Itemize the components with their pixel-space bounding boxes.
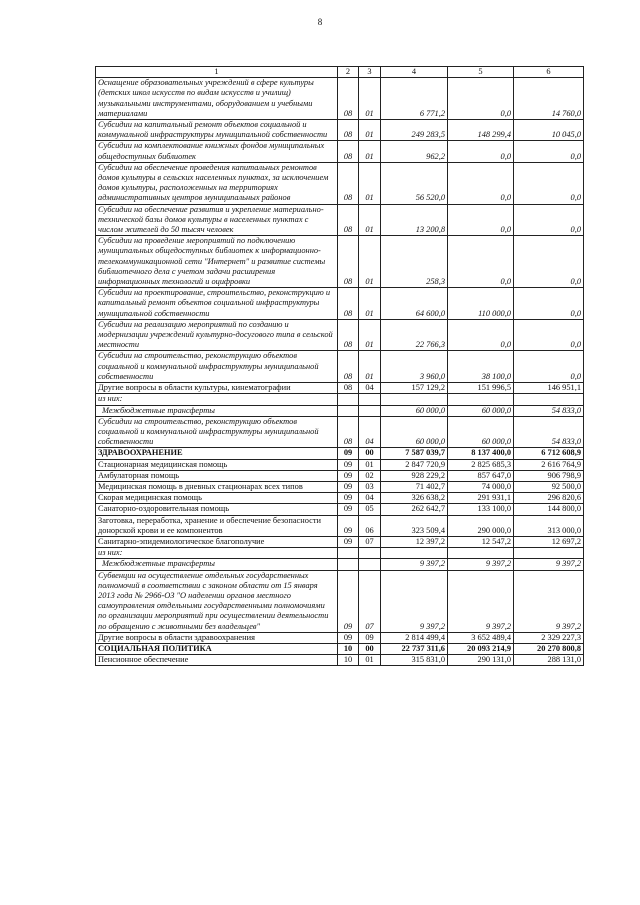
- subsection-code-cell: 02: [359, 470, 381, 481]
- value-col4-cell: 12 397,2: [381, 536, 448, 547]
- section-code-cell: 09: [338, 536, 359, 547]
- value-col4-cell: 7 587 039,7: [381, 448, 448, 459]
- value-col5-cell: 148 299,4: [448, 120, 514, 141]
- subsection-code-cell: 01: [359, 78, 381, 120]
- value-col4-cell: 71 402,7: [381, 481, 448, 492]
- subsection-code-cell: 01: [359, 351, 381, 383]
- table-row: [96, 204, 584, 236]
- section-code-cell: 08: [338, 78, 359, 120]
- value-col4-cell: 323 509,4: [381, 515, 448, 536]
- subsection-code-cell: 09: [359, 632, 381, 643]
- value-col4-cell: [381, 548, 448, 559]
- row-name-cell: Медицинская помощь в дневных стационарах всех типов: [96, 481, 338, 492]
- value-col5-cell: [448, 548, 514, 559]
- section-code-cell: 08: [338, 319, 359, 351]
- table-row: [96, 162, 584, 204]
- row-name-cell: Амбулаторная помощь: [96, 470, 338, 481]
- value-col5-cell: 9 397,2: [448, 559, 514, 570]
- row-name-cell: Субсидии на комплектование книжных фондов муниципальных общедоступных библиотек: [96, 141, 338, 162]
- budget-table: [95, 66, 584, 666]
- table-row: [96, 288, 584, 320]
- value-col5-cell: 857 647,0: [448, 470, 514, 481]
- table-row: [96, 504, 584, 515]
- row-name-cell: Санаторно-оздоровительная помощь: [96, 504, 338, 515]
- value-col5-cell: 0,0: [448, 78, 514, 120]
- value-col5-cell: 151 996,5: [448, 383, 514, 394]
- value-col4-cell: 2 847 720,9: [381, 459, 448, 470]
- table-row: [96, 236, 584, 288]
- value-col6-cell: 0,0: [514, 351, 584, 383]
- value-col4-cell: 962,2: [381, 141, 448, 162]
- value-col6-cell: 146 951,1: [514, 383, 584, 394]
- section-code-cell: 08: [338, 236, 359, 288]
- table-row: [96, 448, 584, 459]
- value-col6-cell: 296 820,6: [514, 493, 584, 504]
- subsection-code-cell: 01: [359, 288, 381, 320]
- subsection-code-cell: 01: [359, 459, 381, 470]
- row-name-cell: Санитарно-эпидемиологическое благополучие: [96, 536, 338, 547]
- table-row: [96, 536, 584, 547]
- subsection-code-cell: 04: [359, 383, 381, 394]
- value-col6-cell: 2 616 764,9: [514, 459, 584, 470]
- header-cell: 2: [338, 67, 359, 78]
- section-code-cell: 09: [338, 504, 359, 515]
- value-col4-cell: 22 766,3: [381, 319, 448, 351]
- table-row: [96, 643, 584, 654]
- value-col4-cell: 928 229,2: [381, 470, 448, 481]
- value-col6-cell: 906 798,9: [514, 470, 584, 481]
- value-col6-cell: 0,0: [514, 319, 584, 351]
- table-row: [96, 141, 584, 162]
- value-col5-cell: 290 000,0: [448, 515, 514, 536]
- value-col6-cell: 0,0: [514, 204, 584, 236]
- table-row: [96, 632, 584, 643]
- header-cell: 6: [514, 67, 584, 78]
- value-col5-cell: 60 000,0: [448, 416, 514, 448]
- subsection-code-cell: 06: [359, 515, 381, 536]
- value-col5-cell: 290 131,0: [448, 655, 514, 666]
- row-name-cell: Субсидии на строительство, реконструкцию объектов социальной и коммунальной инфраструктуры муниципальной собственности: [96, 416, 338, 448]
- subsection-code-cell: 03: [359, 481, 381, 492]
- subsection-code-cell: 01: [359, 162, 381, 204]
- subsection-code-cell: 04: [359, 416, 381, 448]
- table-row: [96, 351, 584, 383]
- row-name-cell: Субсидии на строительство, реконструкцию объектов социальной и коммунальной инфраструктуры муниципальной собственности: [96, 351, 338, 383]
- row-name-cell: Стационарная медицинская помощь: [96, 459, 338, 470]
- table-row: [96, 570, 584, 632]
- value-col5-cell: 291 931,1: [448, 493, 514, 504]
- subsection-code-cell: 01: [359, 236, 381, 288]
- table-row: [96, 548, 584, 559]
- value-col5-cell: 0,0: [448, 162, 514, 204]
- header-cell: 4: [381, 67, 448, 78]
- row-name-cell: ЗДРАВООХРАНЕНИЕ: [96, 448, 338, 459]
- section-code-cell: 10: [338, 655, 359, 666]
- value-col6-cell: 9 397,2: [514, 559, 584, 570]
- value-col4-cell: 60 000,0: [381, 416, 448, 448]
- value-col4-cell: 60 000,0: [381, 405, 448, 416]
- value-col5-cell: 2 825 685,3: [448, 459, 514, 470]
- section-code-cell: 09: [338, 448, 359, 459]
- section-code-cell: [338, 548, 359, 559]
- section-code-cell: 08: [338, 351, 359, 383]
- section-code-cell: 08: [338, 141, 359, 162]
- value-col6-cell: 0,0: [514, 162, 584, 204]
- table-row: [96, 655, 584, 666]
- row-name-cell: Скорая медицинская помощь: [96, 493, 338, 504]
- value-col4-cell: 9 397,2: [381, 570, 448, 632]
- row-name-cell: Оснащение образовательных учреждений в сфере культуры (детских школ искусств по видам искусств и училищ) музыкальными инструментами, оборудованием и учебными материалами: [96, 78, 338, 120]
- page-number: 8: [317, 17, 323, 27]
- value-col4-cell: 13 200,8: [381, 204, 448, 236]
- value-col5-cell: 0,0: [448, 319, 514, 351]
- row-name-cell: Межбюджетные трансферты: [96, 405, 338, 416]
- section-code-cell: 10: [338, 643, 359, 654]
- section-code-cell: 09: [338, 459, 359, 470]
- section-code-cell: 09: [338, 515, 359, 536]
- row-name-cell: из них:: [96, 394, 338, 405]
- value-col5-cell: 20 093 214,9: [448, 643, 514, 654]
- table-row: [96, 559, 584, 570]
- value-col4-cell: 64 600,0: [381, 288, 448, 320]
- value-col4-cell: 157 129,2: [381, 383, 448, 394]
- subsection-code-cell: 07: [359, 570, 381, 632]
- value-col4-cell: [381, 394, 448, 405]
- subsection-code-cell: 01: [359, 204, 381, 236]
- value-col5-cell: 133 100,0: [448, 504, 514, 515]
- value-col6-cell: 313 000,0: [514, 515, 584, 536]
- value-col5-cell: 38 100,0: [448, 351, 514, 383]
- table-row: [96, 120, 584, 141]
- subsection-code-cell: 00: [359, 643, 381, 654]
- subsection-code-cell: [359, 559, 381, 570]
- value-col4-cell: 262 642,7: [381, 504, 448, 515]
- value-col6-cell: 144 800,0: [514, 504, 584, 515]
- value-col6-cell: 288 131,0: [514, 655, 584, 666]
- value-col5-cell: 0,0: [448, 204, 514, 236]
- value-col5-cell: 110 000,0: [448, 288, 514, 320]
- row-name-cell: Субсидии на реализацию мероприятий по созданию и модернизации учреждений культурно-досугового типа в сельской местности: [96, 319, 338, 351]
- value-col4-cell: 6 771,2: [381, 78, 448, 120]
- table-header-row: [96, 67, 584, 78]
- table-row: [96, 383, 584, 394]
- value-col4-cell: 9 397,2: [381, 559, 448, 570]
- table-row: [96, 416, 584, 448]
- section-code-cell: 09: [338, 470, 359, 481]
- value-col4-cell: 249 283,5: [381, 120, 448, 141]
- section-code-cell: [338, 394, 359, 405]
- section-code-cell: [338, 559, 359, 570]
- subsection-code-cell: 01: [359, 141, 381, 162]
- subsection-code-cell: [359, 394, 381, 405]
- table-row: [96, 515, 584, 536]
- value-col6-cell: 9 397,2: [514, 570, 584, 632]
- value-col6-cell: 92 500,0: [514, 481, 584, 492]
- value-col4-cell: 315 831,0: [381, 655, 448, 666]
- table-row: [96, 470, 584, 481]
- row-name-cell: Субсидии на обеспечение развития и укрепление материально-технической базы домов культуры в населенных пунктах с числом жителей до 50 тысяч человек: [96, 204, 338, 236]
- table-row: [96, 319, 584, 351]
- value-col4-cell: 258,3: [381, 236, 448, 288]
- value-col6-cell: 14 760,0: [514, 78, 584, 120]
- row-name-cell: Субсидии на капитальный ремонт объектов социальной и коммунальной инфраструктуры муниципальной собственности: [96, 120, 338, 141]
- row-name-cell: Пенсионное обеспечение: [96, 655, 338, 666]
- table-row: [96, 481, 584, 492]
- section-code-cell: 09: [338, 632, 359, 643]
- subsection-code-cell: 00: [359, 448, 381, 459]
- value-col4-cell: 56 520,0: [381, 162, 448, 204]
- value-col6-cell: 54 833,0: [514, 416, 584, 448]
- row-name-cell: Субсидии на обеспечение проведения капитальных ремонтов домов культуры в сельских населенных пунктах, за исключением домов культуры, расположенных на территориях административных центров муниципальных районов: [96, 162, 338, 204]
- value-col5-cell: 3 652 489,4: [448, 632, 514, 643]
- subsection-code-cell: 07: [359, 536, 381, 547]
- row-name-cell: СОЦИАЛЬНАЯ ПОЛИТИКА: [96, 643, 338, 654]
- table-row: [96, 493, 584, 504]
- section-code-cell: 09: [338, 570, 359, 632]
- row-name-cell: Другие вопросы в области здравоохранения: [96, 632, 338, 643]
- value-col5-cell: 60 000,0: [448, 405, 514, 416]
- value-col5-cell: [448, 394, 514, 405]
- row-name-cell: Субсидии на проведение мероприятий по подключению муниципальных общедоступных библиотек к информационно-телекоммуникационной сети "Интернет" и развитие системы библиотечного дела с учетом задачи расширения информационных технологий и оцифровки: [96, 236, 338, 288]
- section-code-cell: 08: [338, 120, 359, 141]
- value-col5-cell: 74 000,0: [448, 481, 514, 492]
- section-code-cell: 08: [338, 288, 359, 320]
- subsection-code-cell: 05: [359, 504, 381, 515]
- section-code-cell: 09: [338, 481, 359, 492]
- value-col6-cell: 54 833,0: [514, 405, 584, 416]
- value-col5-cell: 0,0: [448, 141, 514, 162]
- row-name-cell: из них:: [96, 548, 338, 559]
- row-name-cell: Субсидии на проектирование, строительство, реконструкцию и капитальный ремонт объектов социальной инфраструктуры муниципальной собственности: [96, 288, 338, 320]
- section-code-cell: 09: [338, 493, 359, 504]
- value-col6-cell: 2 329 227,3: [514, 632, 584, 643]
- table-row: [96, 394, 584, 405]
- value-col6-cell: 0,0: [514, 288, 584, 320]
- section-code-cell: 08: [338, 162, 359, 204]
- value-col6-cell: [514, 394, 584, 405]
- value-col6-cell: 0,0: [514, 141, 584, 162]
- value-col6-cell: 6 712 608,9: [514, 448, 584, 459]
- value-col5-cell: 8 137 400,0: [448, 448, 514, 459]
- subsection-code-cell: 01: [359, 319, 381, 351]
- subsection-code-cell: 04: [359, 493, 381, 504]
- value-col4-cell: 326 638,2: [381, 493, 448, 504]
- row-name-cell: Другие вопросы в области культуры, кинематографии: [96, 383, 338, 394]
- subsection-code-cell: 01: [359, 655, 381, 666]
- table-row: [96, 459, 584, 470]
- value-col6-cell: [514, 548, 584, 559]
- value-col4-cell: 2 814 499,4: [381, 632, 448, 643]
- row-name-cell: Межбюджетные трансферты: [96, 559, 338, 570]
- subsection-code-cell: 01: [359, 120, 381, 141]
- value-col6-cell: 12 697,2: [514, 536, 584, 547]
- table-row: [96, 78, 584, 120]
- section-code-cell: 08: [338, 383, 359, 394]
- value-col6-cell: 20 270 800,8: [514, 643, 584, 654]
- value-col5-cell: 0,0: [448, 236, 514, 288]
- value-col5-cell: 9 397,2: [448, 570, 514, 632]
- value-col5-cell: 12 547,2: [448, 536, 514, 547]
- table-row: [96, 405, 584, 416]
- value-col6-cell: 0,0: [514, 236, 584, 288]
- section-code-cell: 08: [338, 416, 359, 448]
- value-col4-cell: 22 737 311,6: [381, 643, 448, 654]
- section-code-cell: 08: [338, 204, 359, 236]
- value-col6-cell: 10 045,0: [514, 120, 584, 141]
- subsection-code-cell: [359, 548, 381, 559]
- subsection-code-cell: [359, 405, 381, 416]
- section-code-cell: [338, 405, 359, 416]
- header-cell: 3: [359, 67, 381, 78]
- header-cell: 5: [448, 67, 514, 78]
- value-col4-cell: 3 960,0: [381, 351, 448, 383]
- row-name-cell: Заготовка, переработка, хранение и обеспечение безопасности донорской крови и ее компонентов: [96, 515, 338, 536]
- header-cell: 1: [96, 67, 338, 78]
- row-name-cell: Субвенции на осуществление отдельных государственных полномочий в соответствии с законом области от 15 января 2013 года № 2966-ОЗ "О наделении органов местного самоуправления отдельными государственными полномочиями по организации мероприятий при осуществлении деятельности по обращению с животными без владельцев": [96, 570, 338, 632]
